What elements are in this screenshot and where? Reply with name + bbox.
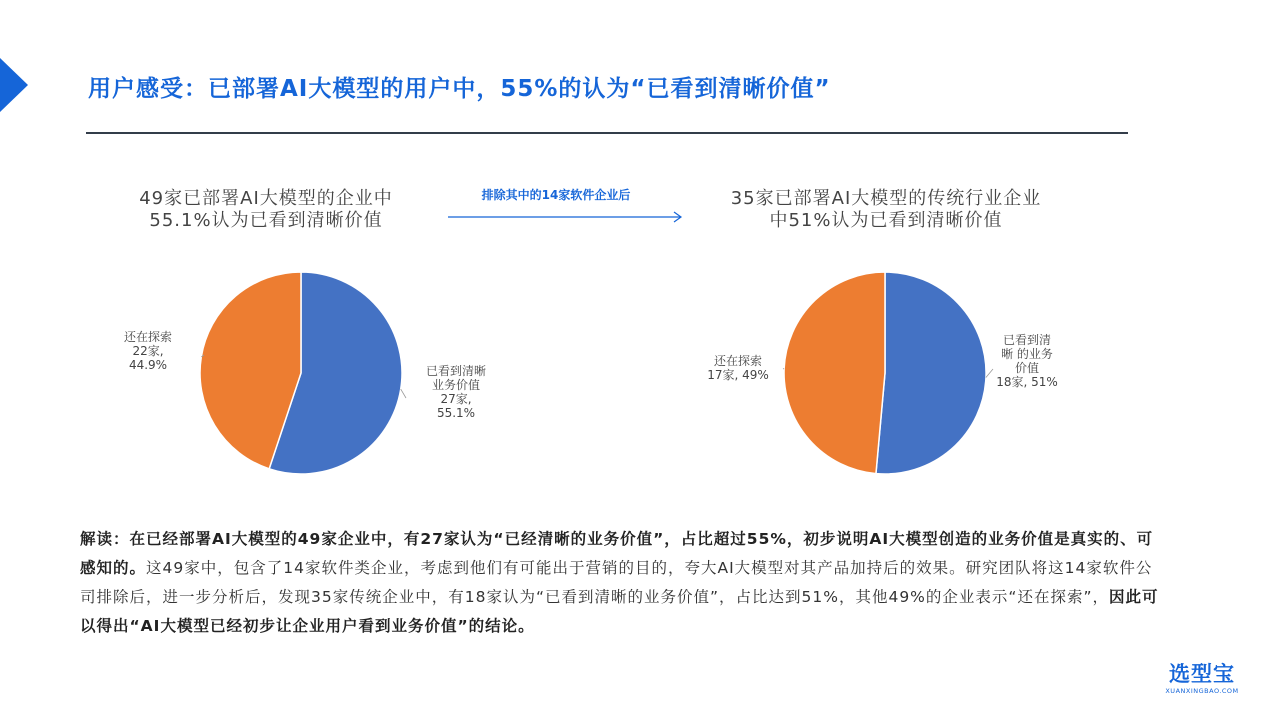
right-pie-label-1 — [707, 353, 769, 382]
logo-url: XUANXINGBAO.COM — [1165, 687, 1239, 695]
left-chart-title — [86, 188, 446, 232]
brand-logo — [1157, 662, 1247, 696]
right-pie-slice-1 — [784, 272, 885, 474]
left-pie-label-1-line-1: 22家, — [132, 344, 164, 358]
right-pie-label-0-line-2: 价值 — [1014, 361, 1040, 375]
left-pie-leader-0 — [401, 389, 406, 398]
page-title: 用户感受：已部署AI大模型的用户中，55%的认为“已看到清晰价值” — [88, 76, 831, 102]
left-pie-label-1 — [124, 329, 172, 372]
interpretation-bold-lead: 解读：在已经部署AI大模型的49家企业中，有27家认为“已经清晰的业务价值”，占比超过55%，初步说明AI大模型创造的业务价值是真实的、可感知的。 — [80, 530, 1154, 577]
left-pie-chart — [123, 255, 487, 495]
left-chart-title-line-1: 49家已部署AI大模型的企业中 — [139, 188, 393, 209]
left-chart-title-line-2: 55.1%认为已看到清晰价值 — [149, 210, 383, 231]
transition-label: 排除其中的14家软件企业后 — [481, 188, 631, 202]
right-chart-title — [706, 188, 1066, 232]
right-pie-leader-1 — [783, 369, 784, 370]
interpretation-paragraph — [80, 525, 1160, 641]
right-pie-slice-0 — [876, 272, 986, 474]
right-chart-title-line-1: 35家已部署AI大模型的传统行业企业 — [730, 188, 1042, 209]
right-chart-title-line-2: 中51%认为已看到清晰价值 — [769, 210, 1003, 231]
right-pie-label-1-line-0: 还在探索 — [713, 354, 763, 368]
right-pie-label-1-line-1: 17家, 49% — [707, 368, 769, 382]
logo-mark: 选型宝 — [1169, 662, 1235, 686]
left-pie-label-0-line-3: 55.1% — [436, 406, 476, 420]
interpretation-body: 这49家中，包含了14家软件类企业，考虑到他们有可能出于营销的目的，夸大AI大模型对其产品加持后的效果。研究团队将这14家软件公司排除后，进一步分析后，发现35家传统企业中，有18家认为“已看到清晰的业务价值”，占比达到51%，其他49%的企业表示“还在探索”， — [80, 559, 1153, 606]
left-pie-label-0-line-1: 业务价值 — [431, 378, 481, 392]
left-pie-label-1-line-2: 44.9% — [128, 358, 168, 372]
title-divider — [86, 132, 1128, 134]
right-pie-leader-0 — [986, 369, 993, 378]
right-pie-label-0-line-1: 晰 的业务 — [1001, 347, 1053, 361]
right-arrow-icon — [440, 210, 686, 224]
right-pie-label-0-line-0: 已看到清 — [1002, 333, 1052, 347]
right-pie-chart — [707, 255, 1085, 495]
left-pie-label-0-line-2: 27家, — [440, 392, 472, 406]
right-pie-label-0-line-3: 18家, 51% — [996, 375, 1058, 389]
transition-arrow — [440, 184, 692, 226]
left-pie-label-0 — [426, 363, 486, 420]
interpretation-bold-conclusion: 因此可以得出“AI大模型已经初步让企业用户看到业务价值”的结论。 — [80, 588, 1159, 635]
right-pie-label-0 — [996, 332, 1058, 389]
left-pie-label-1-line-0: 还在探索 — [123, 330, 173, 344]
section-arrow-icon — [0, 58, 30, 112]
left-pie-label-0-line-0: 已看到清晰 — [425, 364, 487, 378]
